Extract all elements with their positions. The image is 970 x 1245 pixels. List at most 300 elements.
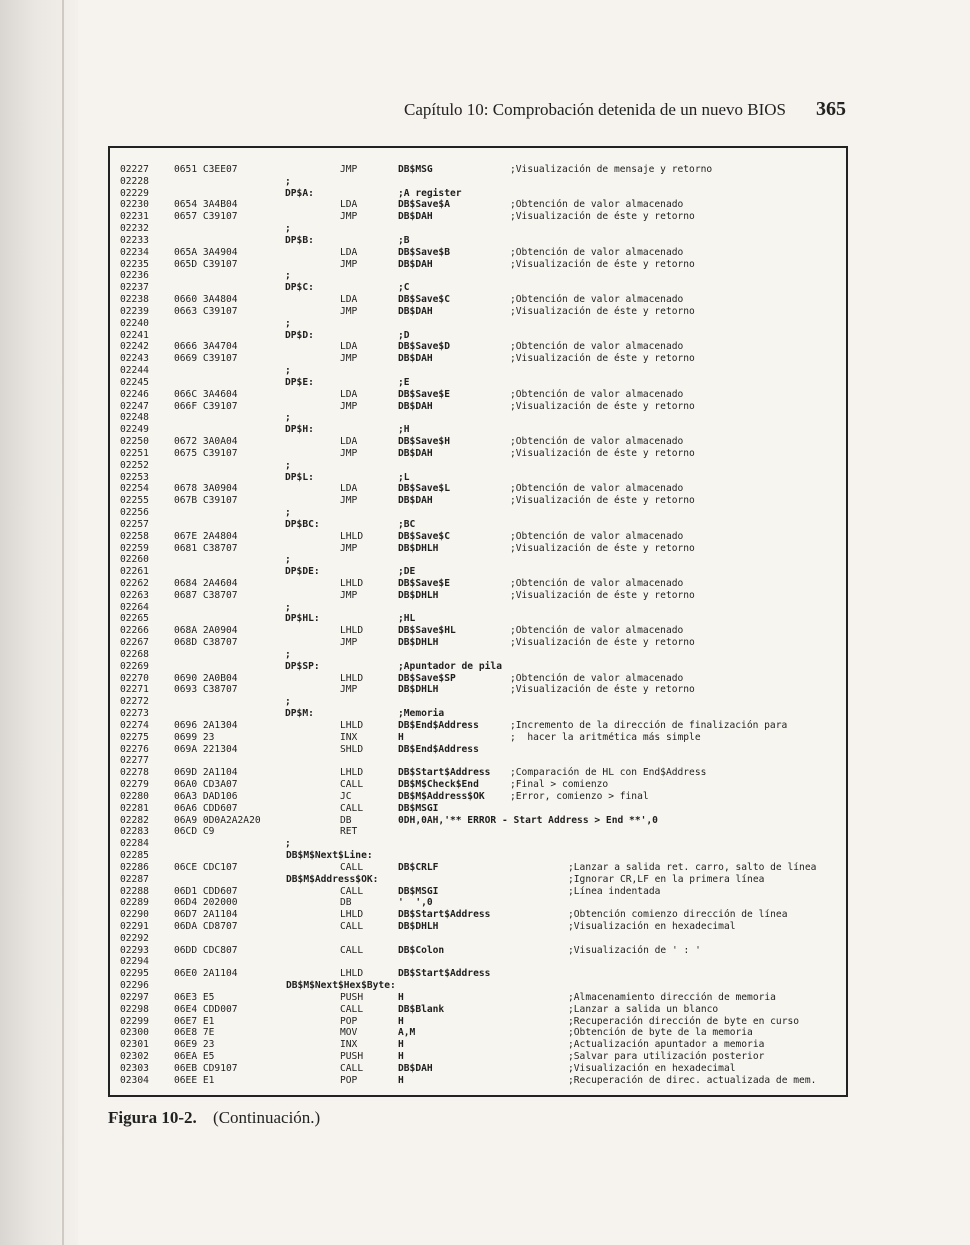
operand: DB$MSGI bbox=[398, 802, 439, 814]
asm-comment: ;Error, comienzo > final bbox=[510, 790, 649, 802]
code-line bbox=[110, 1051, 846, 1063]
opcode: LHLD bbox=[340, 625, 364, 637]
asm-comment: ;Visualización de éste y retorno bbox=[510, 258, 695, 270]
line-number: 02273 bbox=[120, 708, 149, 720]
asm-comment: ;Línea indentada bbox=[568, 885, 661, 897]
code-line bbox=[110, 874, 846, 886]
asm-comment: ;Final > comienzo bbox=[510, 779, 609, 791]
asm-comment: ;Recuperación de direc. actualizada de mem. bbox=[568, 1074, 817, 1086]
code-line bbox=[110, 306, 846, 318]
line-number: 02264 bbox=[120, 601, 149, 613]
opcode: CALL bbox=[340, 944, 364, 956]
opcode: LDA bbox=[340, 294, 358, 306]
code-line bbox=[110, 755, 846, 767]
code-line bbox=[110, 602, 846, 614]
operand: ;L bbox=[398, 471, 410, 483]
code-line bbox=[110, 436, 846, 448]
operand: DB$DHLH bbox=[398, 637, 439, 649]
operand: ;B bbox=[398, 234, 410, 246]
object-code: 06A3 DAD106 bbox=[174, 790, 238, 802]
opcode: JMP bbox=[340, 637, 358, 649]
asm-comment: ;Visualización de éste y retorno bbox=[510, 637, 695, 649]
operand: DB$Save$E bbox=[398, 577, 450, 589]
opcode: LHLD bbox=[340, 672, 364, 684]
asm-label: DP$SP: bbox=[285, 660, 320, 672]
opcode: LHLD bbox=[340, 577, 364, 589]
operand: ;H bbox=[398, 424, 410, 436]
line-number: 02240 bbox=[120, 317, 149, 329]
object-code: 065D C39107 bbox=[174, 258, 238, 270]
opcode: INX bbox=[340, 731, 358, 743]
asm-label: ; bbox=[285, 270, 291, 282]
opcode: DB bbox=[340, 897, 352, 909]
asm-comment: ;Obtención de valor almacenado bbox=[510, 294, 684, 306]
code-line bbox=[110, 992, 846, 1004]
asm-comment: ;Comparación de HL con End$Address bbox=[510, 767, 707, 779]
opcode: JC bbox=[340, 790, 352, 802]
opcode: POP bbox=[340, 1015, 358, 1027]
code-line bbox=[110, 543, 846, 555]
asm-label: ; bbox=[285, 412, 291, 424]
opcode: LDA bbox=[340, 246, 358, 258]
asm-comment: ;Visualización de éste y retorno bbox=[510, 447, 695, 459]
object-code: 0660 3A4804 bbox=[174, 294, 238, 306]
code-line bbox=[110, 684, 846, 696]
operand: DB$DAH bbox=[398, 400, 433, 412]
line-number: 02243 bbox=[120, 353, 149, 365]
operand: ;E bbox=[398, 376, 410, 388]
code-line bbox=[110, 720, 846, 732]
operand: DB$CRLF bbox=[398, 861, 439, 873]
line-number: 02230 bbox=[120, 199, 149, 211]
object-code: 068A 2A0904 bbox=[174, 625, 238, 637]
code-line bbox=[110, 625, 846, 637]
code-line bbox=[110, 412, 846, 424]
asm-comment: ;Visualización de éste y retorno bbox=[510, 400, 695, 412]
line-number: 02276 bbox=[120, 743, 149, 755]
code-line bbox=[110, 270, 846, 282]
opcode: JMP bbox=[340, 589, 358, 601]
opcode: LDA bbox=[340, 388, 358, 400]
opcode: JMP bbox=[340, 400, 358, 412]
line-number: 02304 bbox=[120, 1074, 149, 1086]
asm-label: ; bbox=[285, 459, 291, 471]
line-number: 02282 bbox=[120, 814, 149, 826]
object-code: 0666 3A4704 bbox=[174, 341, 238, 353]
line-number: 02255 bbox=[120, 495, 149, 507]
asm-comment: ;Obtención de valor almacenado bbox=[510, 436, 684, 448]
line-number: 02265 bbox=[120, 613, 149, 625]
asm-comment: ;Ignorar CR,LF en la primera línea bbox=[568, 873, 765, 885]
line-number: 02239 bbox=[120, 305, 149, 317]
operand: 0DH,0AH,'** ERROR - Start Address > End **',0 bbox=[398, 814, 658, 826]
opcode: LHLD bbox=[340, 968, 364, 980]
object-code: 06E9 23 bbox=[174, 1039, 215, 1051]
line-number: 02234 bbox=[120, 246, 149, 258]
line-number: 02290 bbox=[120, 909, 149, 921]
object-code: 06E0 2A1104 bbox=[174, 968, 238, 980]
opcode: JMP bbox=[340, 353, 358, 365]
operand: DB$Start$Address bbox=[398, 767, 491, 779]
code-line bbox=[110, 732, 846, 744]
code-line bbox=[110, 791, 846, 803]
object-code: 06D7 2A1104 bbox=[174, 909, 238, 921]
asm-comment: ;Visualización de éste y retorno bbox=[510, 353, 695, 365]
asm-comment: ;Incremento de la dirección de finalización para bbox=[510, 719, 788, 731]
code-line bbox=[110, 767, 846, 779]
line-number: 02272 bbox=[120, 696, 149, 708]
object-code: 06EE E1 bbox=[174, 1074, 215, 1086]
code-line bbox=[110, 424, 846, 436]
object-code: 06D4 202000 bbox=[174, 897, 238, 909]
line-number: 02258 bbox=[120, 530, 149, 542]
code-line bbox=[110, 176, 846, 188]
line-number: 02231 bbox=[120, 211, 149, 223]
code-line bbox=[110, 649, 846, 661]
line-number: 02280 bbox=[120, 790, 149, 802]
opcode: POP bbox=[340, 1074, 358, 1086]
operand: H bbox=[398, 731, 404, 743]
asm-comment: ; hacer la aritmética más simple bbox=[510, 731, 701, 743]
operand: H bbox=[398, 1074, 404, 1086]
opcode: CALL bbox=[340, 1003, 364, 1015]
line-number: 02261 bbox=[120, 566, 149, 578]
opcode: LHLD bbox=[340, 767, 364, 779]
asm-comment: ;Visualización de mensaje y retorno bbox=[510, 164, 713, 175]
opcode: JMP bbox=[340, 258, 358, 270]
asm-comment: ;Visualización de ' : ' bbox=[568, 944, 701, 956]
object-code: 06CE CDC107 bbox=[174, 861, 238, 873]
line-number: 02259 bbox=[120, 542, 149, 554]
line-number: 02245 bbox=[120, 376, 149, 388]
asm-label: ; bbox=[285, 175, 291, 187]
line-number: 02227 bbox=[120, 164, 149, 175]
code-line bbox=[110, 495, 846, 507]
code-line bbox=[110, 933, 846, 945]
opcode: CALL bbox=[340, 1062, 364, 1074]
asm-label: DP$C: bbox=[285, 282, 314, 294]
object-code: 0681 C38707 bbox=[174, 542, 238, 554]
book-spine-shadow bbox=[0, 0, 78, 1245]
asm-comment: ;Obtención de valor almacenado bbox=[510, 246, 684, 258]
line-number: 02292 bbox=[120, 932, 149, 944]
operand: DB$Colon bbox=[398, 944, 445, 956]
code-line bbox=[110, 566, 846, 578]
object-code: 0699 23 bbox=[174, 731, 215, 743]
code-line bbox=[110, 483, 846, 495]
line-number: 02242 bbox=[120, 341, 149, 353]
code-line bbox=[110, 188, 846, 200]
opcode: LDA bbox=[340, 341, 358, 353]
line-number: 02283 bbox=[120, 826, 149, 838]
asm-comment: ;Lanzar a salida ret. carro, salto de línea bbox=[568, 861, 817, 873]
code-line bbox=[110, 578, 846, 590]
opcode: JMP bbox=[340, 684, 358, 696]
asm-label: DB$M$Next$Line: bbox=[286, 850, 373, 862]
asm-comment: ;Visualización de éste y retorno bbox=[510, 589, 695, 601]
operand: DB$Start$Address bbox=[398, 909, 491, 921]
object-code: 06E3 E5 bbox=[174, 991, 215, 1003]
asm-label: ; bbox=[285, 317, 291, 329]
operand: H bbox=[398, 991, 404, 1003]
object-code: 0696 2A1304 bbox=[174, 719, 238, 731]
line-number: 02300 bbox=[120, 1027, 149, 1039]
code-line bbox=[110, 779, 846, 791]
object-code: 0651 C3EE07 bbox=[174, 164, 238, 175]
operand: DB$DHLH bbox=[398, 542, 439, 554]
code-line bbox=[110, 838, 846, 850]
code-line bbox=[110, 377, 846, 389]
operand: DB$DAH bbox=[398, 258, 433, 270]
opcode: LHLD bbox=[340, 530, 364, 542]
asm-label: DP$H: bbox=[285, 424, 314, 436]
line-number: 02302 bbox=[120, 1051, 149, 1063]
operand: DB$Save$E bbox=[398, 388, 450, 400]
asm-label: DP$E: bbox=[285, 376, 314, 388]
operand: DB$Save$B bbox=[398, 246, 450, 258]
asm-comment: ;Visualización de éste y retorno bbox=[510, 542, 695, 554]
operand: H bbox=[398, 1039, 404, 1051]
code-line bbox=[110, 365, 846, 377]
page-number: 365 bbox=[816, 98, 846, 120]
object-code: 06CD C9 bbox=[174, 826, 215, 838]
line-number: 02229 bbox=[120, 187, 149, 199]
line-number: 02238 bbox=[120, 294, 149, 306]
opcode: LHLD bbox=[340, 719, 364, 731]
code-line bbox=[110, 661, 846, 673]
code-line bbox=[110, 330, 846, 342]
operand: ;Memoria bbox=[398, 708, 445, 720]
code-line bbox=[110, 886, 846, 898]
line-number: 02252 bbox=[120, 459, 149, 471]
object-code: 0669 C39107 bbox=[174, 353, 238, 365]
code-line bbox=[110, 199, 846, 211]
code-line bbox=[110, 590, 846, 602]
asm-label: DP$HL: bbox=[285, 613, 320, 625]
code-line bbox=[110, 259, 846, 271]
opcode: CALL bbox=[340, 921, 364, 932]
line-number: 02299 bbox=[120, 1015, 149, 1027]
object-code: 0657 C39107 bbox=[174, 211, 238, 223]
asm-label: DP$A: bbox=[285, 187, 314, 199]
asm-comment: ;Obtención de valor almacenado bbox=[510, 199, 684, 211]
asm-comment: ;Obtención comienzo dirección de línea bbox=[568, 909, 788, 921]
code-line bbox=[110, 897, 846, 909]
object-code: 0678 3A0904 bbox=[174, 483, 238, 495]
asm-label: ; bbox=[285, 648, 291, 660]
line-number: 02279 bbox=[120, 779, 149, 791]
opcode: CALL bbox=[340, 885, 364, 897]
line-number: 02288 bbox=[120, 885, 149, 897]
operand: DB$DAH bbox=[398, 353, 433, 365]
object-code: 069D 2A1104 bbox=[174, 767, 238, 779]
opcode: CALL bbox=[340, 802, 364, 814]
asm-label: ; bbox=[285, 838, 291, 850]
operand: DB$Save$C bbox=[398, 294, 450, 306]
code-line bbox=[110, 826, 846, 838]
object-code: 0654 3A4B04 bbox=[174, 199, 238, 211]
asm-comment: ;Visualización de éste y retorno bbox=[510, 684, 695, 696]
opcode: JMP bbox=[340, 305, 358, 317]
asm-label: DP$L: bbox=[285, 471, 314, 483]
line-number: 02287 bbox=[120, 873, 149, 885]
code-listing-frame bbox=[108, 146, 848, 1097]
line-number: 02247 bbox=[120, 400, 149, 412]
object-code: 06DD CDC807 bbox=[174, 944, 238, 956]
asm-comment: ;Obtención de valor almacenado bbox=[510, 388, 684, 400]
code-line bbox=[110, 980, 846, 992]
operand: DB$Start$Address bbox=[398, 968, 491, 980]
asm-label: ; bbox=[285, 223, 291, 235]
asm-label: DB$M$Next$Hex$Byte: bbox=[286, 980, 396, 992]
operand: DB$MSG bbox=[398, 164, 433, 175]
opcode: SHLD bbox=[340, 743, 364, 755]
operand: DB$DHLH bbox=[398, 589, 439, 601]
line-number: 02297 bbox=[120, 991, 149, 1003]
operand: DB$Save$A bbox=[398, 199, 450, 211]
asm-label: ; bbox=[285, 601, 291, 613]
operand: DB$End$Address bbox=[398, 719, 479, 731]
object-code: 067B C39107 bbox=[174, 495, 238, 507]
line-number: 02248 bbox=[120, 412, 149, 424]
operand: H bbox=[398, 1015, 404, 1027]
line-number: 02249 bbox=[120, 424, 149, 436]
line-number: 02268 bbox=[120, 648, 149, 660]
line-number: 02293 bbox=[120, 944, 149, 956]
asm-comment: ;Obtención de valor almacenado bbox=[510, 483, 684, 495]
line-number: 02269 bbox=[120, 660, 149, 672]
operand: ;BC bbox=[398, 518, 416, 530]
operand: DB$Save$SP bbox=[398, 672, 456, 684]
code-line bbox=[110, 235, 846, 247]
operand: ;Apuntador de pila bbox=[398, 660, 502, 672]
operand: DB$Save$L bbox=[398, 483, 450, 495]
opcode: PUSH bbox=[340, 991, 364, 1003]
line-number: 02228 bbox=[120, 175, 149, 187]
line-number: 02262 bbox=[120, 577, 149, 589]
operand: DB$M$Address$OK bbox=[398, 790, 485, 802]
code-line bbox=[110, 968, 846, 980]
object-code: 06EA E5 bbox=[174, 1051, 215, 1063]
line-number: 02274 bbox=[120, 719, 149, 731]
line-number: 02237 bbox=[120, 282, 149, 294]
code-line bbox=[110, 1039, 846, 1051]
asm-label: DP$BC: bbox=[285, 518, 320, 530]
opcode: LDA bbox=[340, 199, 358, 211]
object-code: 066C 3A4604 bbox=[174, 388, 238, 400]
line-number: 02266 bbox=[120, 625, 149, 637]
opcode: MOV bbox=[340, 1027, 358, 1039]
code-line bbox=[110, 673, 846, 685]
line-number: 02235 bbox=[120, 258, 149, 270]
object-code: 065A 3A4904 bbox=[174, 246, 238, 258]
object-code: 06EB CD9107 bbox=[174, 1062, 238, 1074]
object-code: 0663 C39107 bbox=[174, 305, 238, 317]
object-code: 0684 2A4604 bbox=[174, 577, 238, 589]
line-number: 02244 bbox=[120, 365, 149, 377]
code-line bbox=[110, 401, 846, 413]
asm-comment: ;Actualización apuntador a memoria bbox=[568, 1039, 765, 1051]
code-line bbox=[110, 318, 846, 330]
object-code: 06A9 0D0A2A2A20 bbox=[174, 814, 261, 826]
code-line bbox=[110, 353, 846, 365]
line-number: 02301 bbox=[120, 1039, 149, 1051]
line-number: 02254 bbox=[120, 483, 149, 495]
line-number: 02236 bbox=[120, 270, 149, 282]
line-number: 02285 bbox=[120, 850, 149, 862]
opcode: LDA bbox=[340, 483, 358, 495]
operand: A,M bbox=[398, 1027, 416, 1039]
operand: DB$DAH bbox=[398, 1062, 433, 1074]
operand: ;D bbox=[398, 329, 410, 341]
operand: DB$DAH bbox=[398, 447, 433, 459]
line-number: 02233 bbox=[120, 234, 149, 246]
code-line bbox=[110, 341, 846, 353]
code-line bbox=[110, 211, 846, 223]
line-number: 02271 bbox=[120, 684, 149, 696]
code-line bbox=[110, 1075, 846, 1087]
object-code: 0687 C38707 bbox=[174, 589, 238, 601]
code-line bbox=[110, 815, 846, 827]
opcode: JMP bbox=[340, 211, 358, 223]
asm-comment: ;Obtención de valor almacenado bbox=[510, 577, 684, 589]
line-number: 02270 bbox=[120, 672, 149, 684]
operand: ;HL bbox=[398, 613, 416, 625]
asm-comment: ;Visualización de éste y retorno bbox=[510, 305, 695, 317]
code-line bbox=[110, 1063, 846, 1075]
code-line bbox=[110, 1027, 846, 1039]
code-line bbox=[110, 472, 846, 484]
line-number: 02250 bbox=[120, 436, 149, 448]
operand: DB$Save$HL bbox=[398, 625, 456, 637]
operand: H bbox=[398, 1051, 404, 1063]
opcode: JMP bbox=[340, 164, 358, 175]
line-number: 02278 bbox=[120, 767, 149, 779]
line-number: 02281 bbox=[120, 802, 149, 814]
line-number: 02275 bbox=[120, 731, 149, 743]
object-code: 06E4 CDD007 bbox=[174, 1003, 238, 1015]
asm-comment: ;Visualización en hexadecimal bbox=[568, 921, 736, 932]
page-header bbox=[404, 98, 854, 124]
asm-label: DP$DE: bbox=[285, 566, 320, 578]
asm-comment: ;Salvar para utilización posterior bbox=[568, 1051, 765, 1063]
operand: DB$End$Address bbox=[398, 743, 479, 755]
opcode: CALL bbox=[340, 861, 364, 873]
opcode: LHLD bbox=[340, 909, 364, 921]
code-line bbox=[110, 460, 846, 472]
asm-label: ; bbox=[285, 507, 291, 519]
opcode: CALL bbox=[340, 779, 364, 791]
code-line bbox=[110, 531, 846, 543]
figure-caption bbox=[108, 1108, 508, 1130]
code-listing bbox=[110, 164, 846, 1087]
code-line bbox=[110, 164, 846, 176]
operand: DB$M$Check$End bbox=[398, 779, 479, 791]
object-code: 0690 2A0B04 bbox=[174, 672, 238, 684]
opcode: PUSH bbox=[340, 1051, 364, 1063]
object-code: 06A0 CD3A07 bbox=[174, 779, 238, 791]
operand: DB$MSGI bbox=[398, 885, 439, 897]
object-code: 069A 221304 bbox=[174, 743, 238, 755]
code-line bbox=[110, 448, 846, 460]
code-line bbox=[110, 637, 846, 649]
opcode: RET bbox=[340, 826, 358, 838]
code-line bbox=[110, 708, 846, 720]
operand: DB$Save$C bbox=[398, 530, 450, 542]
chapter-title: Capítulo 10: Comprobación detenida de un nuevo BIOS bbox=[404, 100, 786, 119]
line-number: 02298 bbox=[120, 1003, 149, 1015]
figure-label: Figura 10-2. bbox=[108, 1108, 197, 1127]
